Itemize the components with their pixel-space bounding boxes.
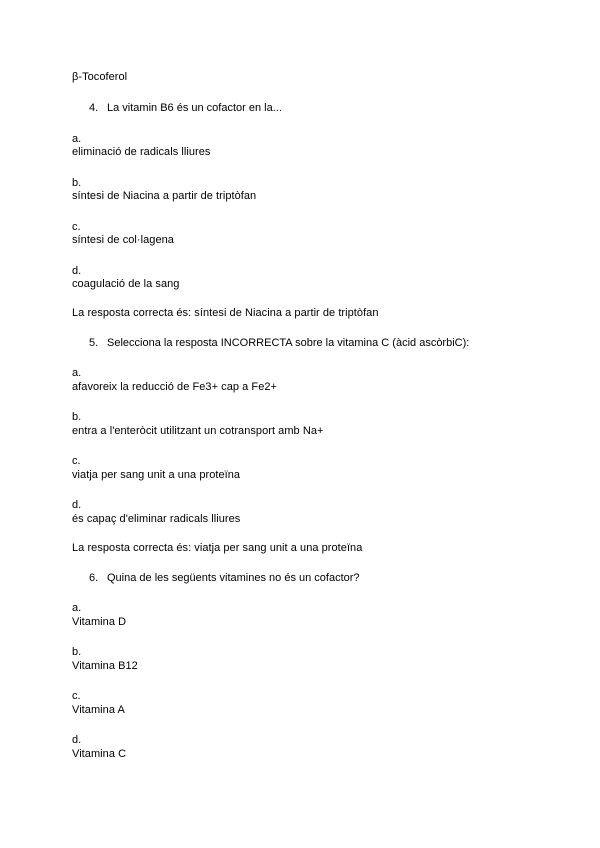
option-letter: b. <box>72 411 82 423</box>
question-number: 5. <box>89 337 99 349</box>
option-letter: d. <box>72 499 82 511</box>
question-6-heading <box>89 571 360 585</box>
option-text: entra a l'enteròcit utilitzant un cotransport amb Na+ <box>72 425 324 437</box>
option-text: eliminació de radicals lliures <box>72 146 211 158</box>
correct-answer-feedback: La resposta correcta és: viatja per sang unit a una proteïna <box>72 542 363 554</box>
option-text: síntesi de Niacina a partir de triptòfan <box>72 190 257 202</box>
option-letter: c. <box>72 455 81 467</box>
option-letter: a. <box>72 602 82 614</box>
option-letter: b. <box>72 177 82 189</box>
question-text: Quina de les següents vitamines no és un cofactor? <box>107 572 360 584</box>
option-text: Vitamina A <box>72 704 125 716</box>
option-letter: d. <box>72 734 82 746</box>
option-text: coagulació de la sang <box>72 278 180 290</box>
question-4-heading <box>89 101 282 115</box>
option-letter: c. <box>72 690 81 702</box>
correct-answer-feedback: La resposta correcta és: síntesi de Niacina a partir de triptòfan <box>72 307 379 319</box>
option-text: Vitamina C <box>72 748 127 760</box>
option-letter: c. <box>72 221 81 233</box>
option-text: Vitamina B12 <box>72 660 138 672</box>
option-letter: a. <box>72 367 82 379</box>
option-letter: a. <box>72 133 82 145</box>
option-letter: b. <box>72 646 82 658</box>
option-text: afavoreix la reducció de Fe3+ cap a Fe2+ <box>72 381 278 393</box>
question-text: La vitamin B6 és un cofactor en la... <box>107 102 282 114</box>
option-letter: d. <box>72 265 82 277</box>
previous-option-text: β-Tocoferol <box>72 71 128 83</box>
option-text: síntesi de col·lagena <box>72 234 174 246</box>
option-text: Vitamina D <box>72 616 127 628</box>
question-number: 6. <box>89 572 99 584</box>
question-text: Selecciona la resposta INCORRECTA sobre la vitamina C (àcid ascòrbiC): <box>107 337 470 349</box>
option-text: viatja per sang unit a una proteïna <box>72 469 241 481</box>
question-number: 4. <box>89 102 99 114</box>
question-5-heading <box>89 336 469 350</box>
option-text: és capaç d'eliminar radicals lliures <box>72 513 241 525</box>
